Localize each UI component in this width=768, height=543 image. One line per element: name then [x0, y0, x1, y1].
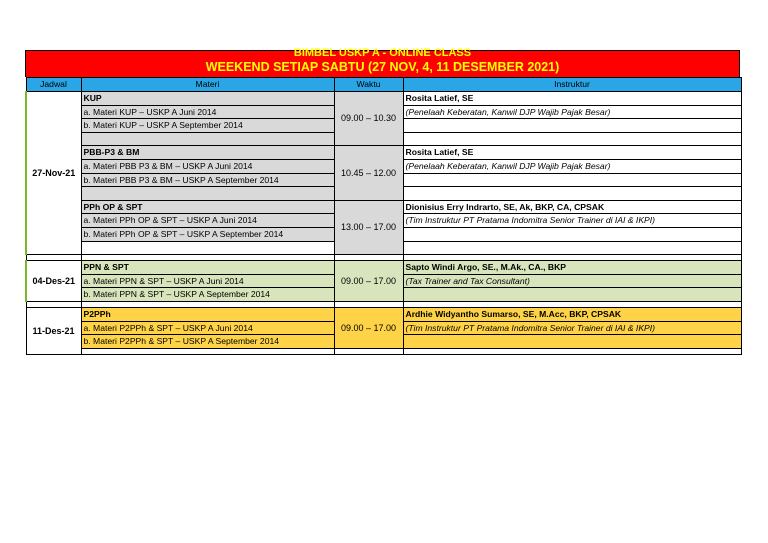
instructor-cell: Rosita Latief, SE — [403, 146, 741, 160]
material-item: a. Materi KUP – USKP A Juni 2014 — [81, 105, 334, 119]
instructor-cell: Sapto Windi Argo, SE., M.Ak., CA., BKP — [403, 261, 741, 275]
empty-cell — [403, 227, 741, 241]
header-row — [26, 78, 741, 92]
header-waktu: Waktu — [334, 78, 403, 92]
material-item: a. Materi PBB P3 & BM – USKP A Juni 2014 — [81, 159, 334, 173]
subject-cell: PPN & SPT — [81, 261, 334, 275]
header-jadwal: Jadwal — [26, 78, 81, 92]
time-cell: 09.00 – 17.00 — [334, 307, 403, 348]
empty-cell — [403, 241, 741, 255]
empty-cell — [81, 348, 334, 354]
table-row — [26, 261, 741, 275]
table-row — [26, 307, 741, 321]
time-cell: 10.45 – 12.00 — [334, 146, 403, 200]
title-banner — [25, 47, 740, 77]
time-cell: 09.00 – 17.00 — [334, 261, 403, 302]
table-row — [26, 146, 741, 160]
subject-cell: P2PPh — [81, 307, 334, 321]
empty-cell — [403, 348, 741, 354]
material-item: b. Materi KUP – USKP A September 2014 — [81, 119, 334, 133]
instructor-role: (Tim Instruktur PT Pratama Indomitra Senior Trainer di IAI & IKPI) — [403, 214, 741, 228]
material-item: a. Materi PPh OP & SPT – USKP A Juni 2014 — [81, 214, 334, 228]
table-row — [26, 200, 741, 214]
instructor-cell: Rosita Latief, SE — [403, 92, 741, 106]
header-materi: Materi — [81, 78, 334, 92]
instructor-role: (Penelaah Keberatan, Kanwil DJP Wajib Pajak Besar) — [403, 159, 741, 173]
subject-cell: PPh OP & SPT — [81, 200, 334, 214]
empty-cell — [403, 173, 741, 187]
empty-cell — [403, 288, 741, 302]
title-line-1: BIMBEL USKP A - ONLINE CLASS — [293, 47, 472, 59]
title-line-2: WEEKEND SETIAP SABTU (27 NOV, 4, 11 DESEMBER 2021) — [205, 60, 560, 74]
instructor-role: (Tim Instruktur PT Pratama Indomitra Senior Trainer di IAI & IKPI) — [403, 321, 741, 335]
date-cell: 27-Nov-21 — [26, 92, 81, 255]
schedule-sheet — [25, 47, 740, 355]
schedule-table — [25, 77, 742, 355]
empty-cell — [81, 241, 334, 255]
empty-cell — [81, 132, 334, 146]
instructor-cell: Ardhie Widyantho Sumarso, SE, M.Acc, BKP, CPSAK — [403, 307, 741, 321]
instructor-role: (Penelaah Keberatan, Kanwil DJP Wajib Pajak Besar) — [403, 105, 741, 119]
time-cell: 09.00 – 10.30 — [334, 92, 403, 146]
table-row — [26, 92, 741, 106]
time-cell: 13.00 – 17.00 — [334, 200, 403, 254]
empty-cell — [403, 119, 741, 133]
date-cell: 04-Des-21 — [26, 261, 81, 302]
empty-cell — [403, 187, 741, 201]
material-item: b. Materi PPh OP & SPT – USKP A September 2014 — [81, 227, 334, 241]
subject-cell: KUP — [81, 92, 334, 106]
date-cell: 11-Des-21 — [26, 307, 81, 354]
material-item: b. Materi PBB P3 & BM – USKP A September 2014 — [81, 173, 334, 187]
material-item: b. Materi PPN & SPT – USKP A September 2014 — [81, 288, 334, 302]
instructor-role: (Tax Trainer and Tax Consultant) — [403, 274, 741, 288]
material-item: a. Materi P2PPh & SPT – USKP A Juni 2014 — [81, 321, 334, 335]
table-row — [26, 348, 741, 354]
empty-cell — [334, 348, 403, 354]
empty-cell — [81, 187, 334, 201]
empty-cell — [403, 132, 741, 146]
subject-cell: PBB-P3 & BM — [81, 146, 334, 160]
empty-cell — [403, 335, 741, 349]
instructor-cell: Dionisius Erry Indrarto, SE, Ak, BKP, CA, CPSAK — [403, 200, 741, 214]
material-item: a. Materi PPN & SPT – USKP A Juni 2014 — [81, 274, 334, 288]
material-item: b. Materi P2PPh & SPT – USKP A September 2014 — [81, 335, 334, 349]
header-instruktur: Instruktur — [403, 78, 741, 92]
